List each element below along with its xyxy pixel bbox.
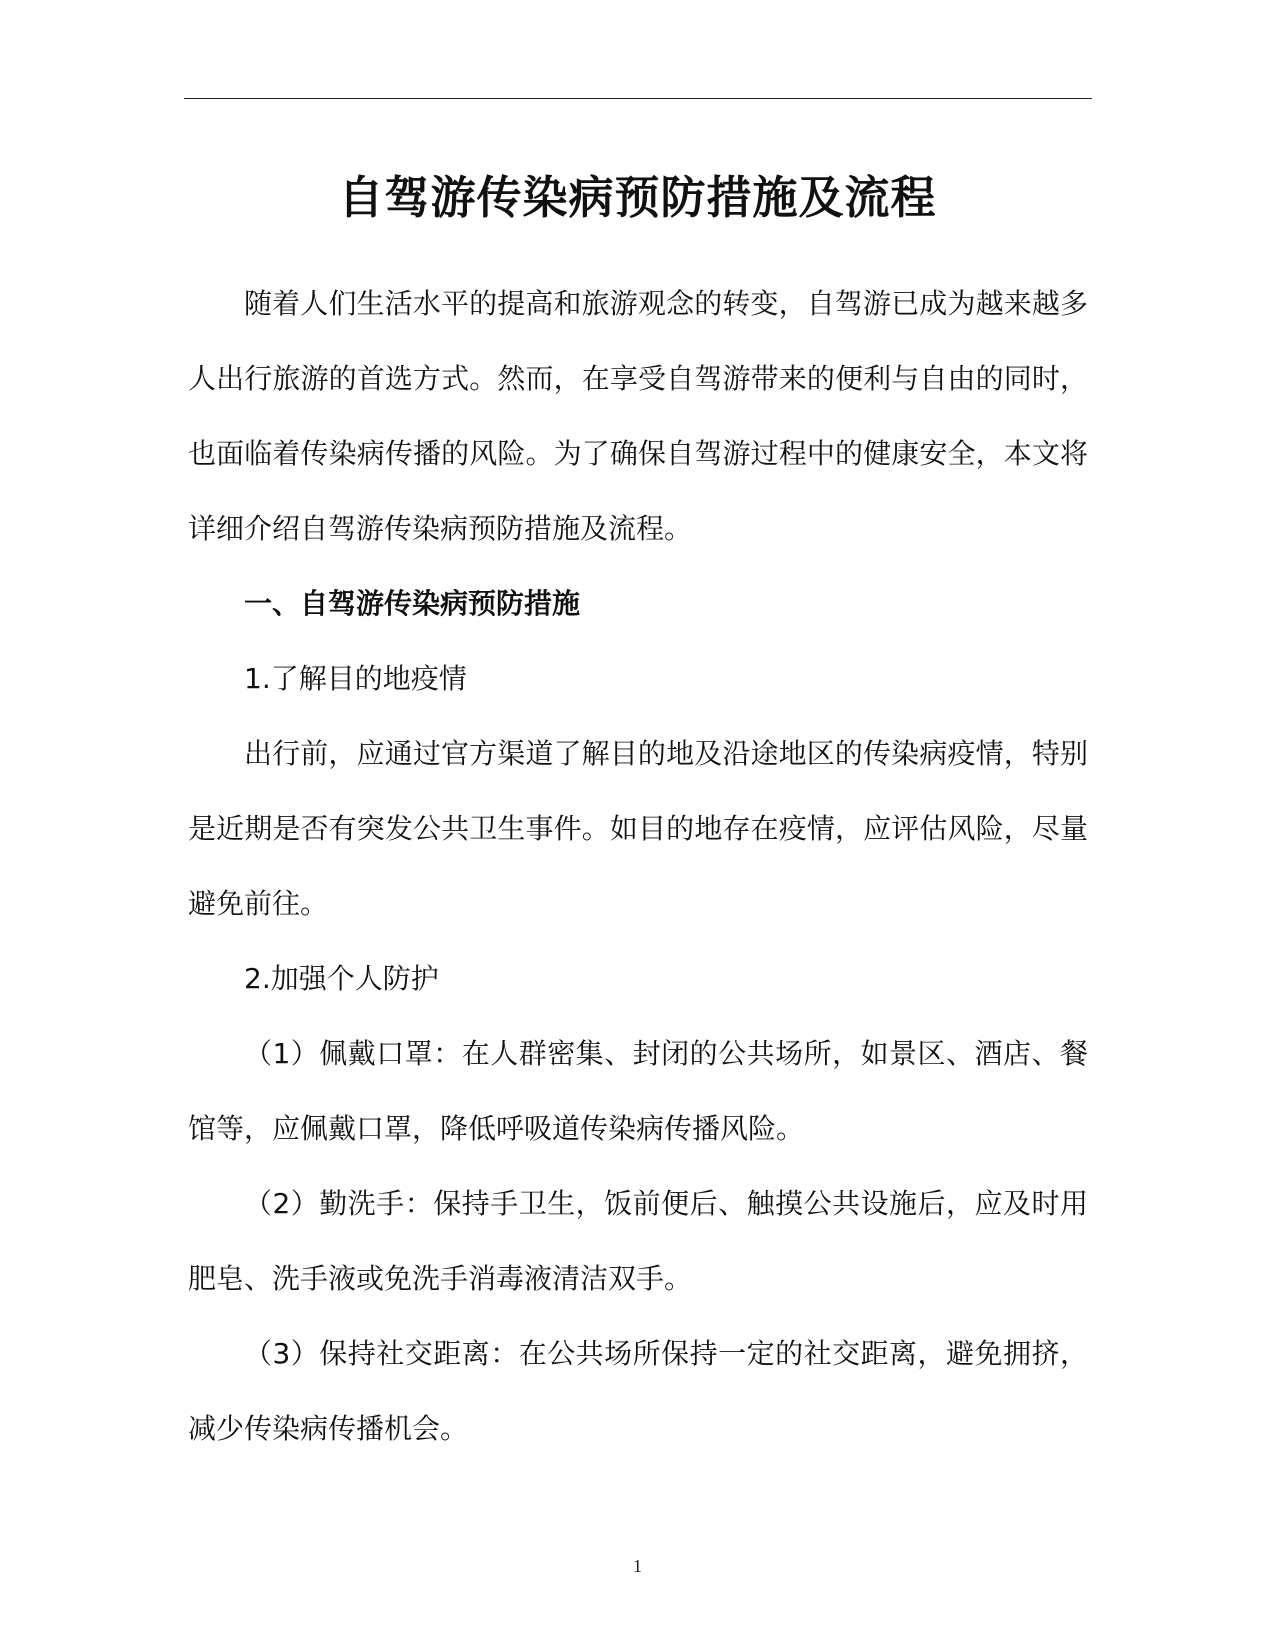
item-heading-personal-protection: 2.加强个人防护 [244, 962, 439, 995]
intro-paragraph: 随着人们生活水平的提高和旅游观念的转变，自驾游已成为越来越多人出行旅游的首选方式。然而，在享受自驾游带来的便利与自由的同时，也面临着传染病传播的风险。为了确保自驾游过程中的健康安全，本文将详细介绍自驾游传染病预防措施及流程。 [188, 287, 1088, 545]
document-body [188, 266, 1088, 1466]
point-wash-hands: （2）勤洗手：保持手卫生，饭前便后、触摸公共设施后，应及时用肥皂、洗手液或免洗手消毒液清洁双手。 [188, 1187, 1088, 1295]
document-title: 自驾游传染病预防措施及流程 [338, 171, 937, 224]
item-paragraph-destination-epidemic: 出行前，应通过官方渠道了解目的地及沿途地区的传染病疫情，特别是近期是否有突发公共卫生事件。如目的地存在疫情，应评估风险，尽量避免前往。 [188, 737, 1088, 920]
page-number: 1 [633, 1556, 642, 1576]
point-wear-mask: （1）佩戴口罩：在人群密集、封闭的公共场所，如景区、酒店、餐馆等，应佩戴口罩，降低呼吸道传染病传播风险。 [188, 1037, 1088, 1145]
point-social-distance: （3）保持社交距离：在公共场所保持一定的社交距离，避免拥挤，减少传染病传播机会。 [188, 1337, 1088, 1445]
item-heading-destination-epidemic: 1.了解目的地疫情 [244, 662, 467, 695]
header-rule [184, 98, 1092, 99]
section-heading-prevention-measures: 一、自驾游传染病预防措施 [244, 587, 581, 620]
